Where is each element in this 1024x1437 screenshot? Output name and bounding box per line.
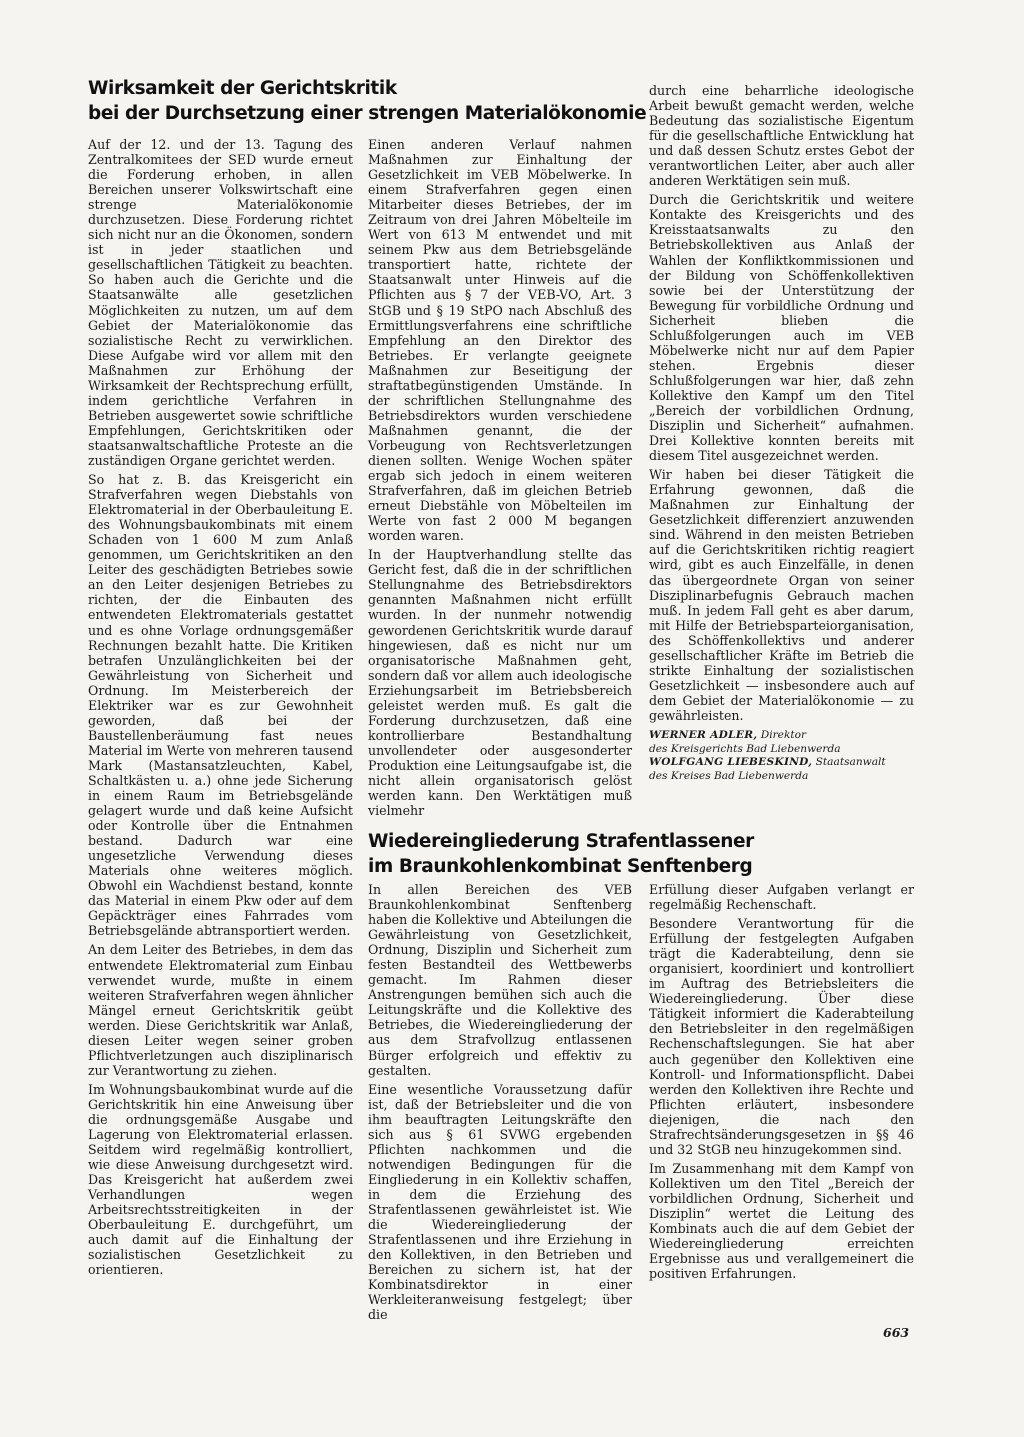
page-number: 663: [883, 1325, 910, 1340]
author-organization: des Kreises Bad Liebenwerda: [649, 769, 809, 782]
author-organization: des Kreisgerichts Bad Liebenwerda: [649, 742, 841, 755]
headline-line: Wiedereingliederung Strafentlassener: [368, 831, 754, 852]
article-2-column-1: [368, 882, 632, 1326]
author-role: Staatsanwalt: [815, 756, 886, 769]
author-signature: [649, 729, 914, 783]
signature-line: [649, 729, 914, 743]
article-2-column-2: [649, 882, 914, 1285]
author-role: Direktor: [760, 728, 807, 741]
headline-line: bei der Durchsetzung einer strengen Materialökonomie: [88, 103, 647, 124]
headline-line: im Braunkohlenkombinat Senftenberg: [368, 856, 753, 877]
headline-line: Wirksamkeit der Gerichtskritik: [88, 78, 397, 99]
paragraph: Im Zusammenhang mit dem Kampf von Kollektiven um den Titel „Bereich der vorbildlichen Ordnung, Sicherheit und Disziplin“ wertet die Leitung des Kombinats auch die auf dem Gebiet der Wiedereingliederung erreichten Ergebnisse aus und verallgemeinert die positiven Erfahrungen.: [649, 1160, 914, 1282]
author-name: WOLFGANG LIEBESKIND,: [649, 756, 813, 769]
author-name: WERNER ADLER,: [649, 728, 758, 741]
paragraph: Wir haben bei dieser Tätigkeit die Erfahrung gewonnen, daß die Maßnahmen zur Einhaltung der Gesetzlichkeit differenziert anzuwenden sind. Während in den meisten Betrieben auf die Gerichtskritiken richtig reagiert wird, gibt es auch Einzelfälle, in denen das übergeordnete Organ von seiner Disziplinarbefugnis Gebrauch machen muß. In jedem Fall geht es aber darum, mit Hilfe der Betriebsparteiorganisation, des Schöffenkollektivs und anderer gesellschaftlicher Kräfte im Betrieb die strikte Einhaltung der sozialistischen Gesetzlichkeit — insbesondere auch auf dem Gebiet der Materialökonomie — zu gewährleisten.: [649, 467, 914, 723]
article-1-column-2: [368, 137, 632, 822]
paragraph: Besondere Verantwortung für die Erfüllung der festgelegten Aufgaben trägt die Kaderabteilung, denn sie organisiert, koordiniert und kontrolliert im Auftrag des Betriebsleiters die Wiedereingliederung. Über diese Tätigkeit informiert die Kaderabteilung den Betriebsleiter in den regelmäßigen Rechenschaftslegungen. Sie hat aber auch gegenüber den Kollektiven eine Kontroll- und Informationspflicht. Dabei werden den Kollektiven ihre Rechte und Pflichten erläutert, insbesondere diejenigen, die nach den Strafrechtsänderungsgesetzen in §§ 46 und 32 StGB neu hinzugekommen sind.: [649, 916, 914, 1157]
paragraph: Durch die Gerichtskritik und weitere Kontakte des Kreisgerichts und des Kreisstaatsanwalts zu den Betriebskollektiven aus Anlaß der Wahlen der Konfliktkommissionen und der Bildung von Schöffenkollektiven sowie bei der Unterstützung der Bewegung für vorbildliche Ordnung und Sicherheit blieben die Schlußfolgerungen auch im VEB Möbelwerke nicht nur auf dem Papier stehen. Ergebnis dieser Schlußfolgerungen war hier, daß zehn Kollektive den Kampf um den Titel „Bereich der vorbildlichen Ordnung, Disziplin und Sicherheit“ aufnahmen. Drei Kollektive konnten bereits mit diesem Titel ausgezeichnet werden.: [649, 192, 914, 464]
paragraph: Erfüllung dieser Aufgaben verlangt er regelmäßig Rechenschaft.: [649, 882, 914, 913]
paragraph: Einen anderen Verlauf nahmen Maßnahmen zur Einhaltung der Gesetzlichkeit im VEB Möbelwerke. In einem Strafverfahren gegen einen Mitarbeiter dieses Betriebes, der im Zeitraum von drei Jahren Möbelteile im Wert von 613 M entwendet und mit seinem Pkw aus dem Betriebsgelände transportiert hatte, richtete der Staatsanwalt unter Hinweis auf die Pflichten aus § 7 der VEB-VO, Art. 3 StGB und § 19 StPO nach Abschluß des Ermittlungsverfahrens eine schriftliche Empfehlung an den Direktor des Betriebes. Er verlangte geeignete Maßnahmen zur Beseitigung der straftatbegünstigenden Umstände. In der schriftlichen Stellungnahme des Betriebsdirektors wurden verschiedene Maßnahmen genannt, die der Vorbeugung von Rechtsverletzungen dienen sollten. Wenige Wochen später ergab sich jedoch in einem weiteren Strafverfahren, daß im gleichen Betrieb erneut Diebstähle von Möbelteilen im Werte von fast 2 000 M begangen worden waren.: [368, 137, 632, 544]
article-1-column-3: [649, 83, 914, 783]
paragraph: An dem Leiter des Betriebes, in dem das entwendete Elektromaterial zum Einbau verwendet wurde, mußte in einem weiteren Strafverfahren wegen ähnlicher Mängel erneut Gerichtskritik geübt werden. Diese Gerichtskritik war Anlaß, diesen Leiter wegen seiner groben Pflichtverletzungen auch disziplinarisch zur Verantwortung zu ziehen.: [88, 942, 353, 1078]
article-1-column-1: [88, 137, 353, 1282]
paragraph: Eine wesentliche Voraussetzung dafür ist, daß der Betriebsleiter und die von ihm beauftragten Leitungskräfte den sich aus § 61 SVWG ergebenden Pflichten nachkommen und die notwendigen Bedingungen für die Eingliederung in ein Kollektiv schaffen, in dem die Erziehung des Strafentlassenen gewährleistet ist. Wie die Wiedereingliederung der Strafentlassenen und ihre Erziehung in den Kollektiven, in den Betrieben und Bereichen zu sichern ist, hat der Kombinatsdirektor in einer Werkleiteranweisung festgelegt; über die: [368, 1081, 632, 1323]
article-2-headline: [368, 829, 913, 879]
paragraph: Im Wohnungsbaukombinat wurde auf die Gerichtskritik hin eine Anweisung über die ordnungsgemäße Ausgabe und Lagerung von Elektromaterial erlassen. Seitdem wird regelmäßig kontrolliert, wie diese Anweisung durchgesetzt wird. Das Kreisgericht hat außerdem zwei Verhandlungen wegen Arbeitsrechtsstreitigkeiten in der Oberbauleitung E. durchgeführt, um auch damit auf die Einhaltung der sozialistischen Gesetzlichkeit zu orientieren.: [88, 1081, 353, 1278]
paragraph: In der Hauptverhandlung stellte das Gericht fest, daß die in der schriftlichen Stellungnahme des Betriebsdirektors genannten Maßnahmen nicht erfüllt wurden. In der nunmehr notwendig gewordenen Gerichtskritik wurde darauf hingewiesen, daß es nicht nur um organisatorische Maßnahmen geht, sondern daß vor allem auch ideologische Erziehungsarbeit im Betriebsbereich geleistet werden muß. Es galt die Forderung durchzusetzen, daß eine kontrollierbare Bestandhaltung unvollendeter oder ausgesonderter Produktion eine Leitungsaufgabe ist, die nicht allein organisatorisch gelöst werden kann. Den Werktätigen muß vielmehr: [368, 547, 632, 819]
paragraph: Auf der 12. und der 13. Tagung des Zentralkomitees der SED wurde erneut die Forderung erhoben, in allen Bereichen unserer Volkswirtschaft eine strenge Materialökonomie durchzusetzen. Diese Forderung richtet sich nicht nur an die Ökonomen, sondern ist in jeder staatlichen und gesellschaftlichen Tätigkeit zu beachten. So haben auch die Gerichte und die Staatsanwälte alle gesetzlichen Möglichkeiten zu nutzen, um auf dem Gebiet der Materialökonomie das sozialistische Recht zu verwirklichen. Diese Aufgabe wird vor allem mit den Maßnahmen zur Erhöhung der Wirksamkeit der Rechtsprechung erfüllt, indem gerichtliche Verfahren in Betrieben ausgewertet sowie schriftliche Empfehlungen, Gerichtskritiken oder staatsanwaltschaftliche Proteste an die zuständigen Organe gerichtet werden.: [88, 137, 353, 468]
paragraph: durch eine beharrliche ideologische Arbeit bewußt gemacht werden, welche Bedeutung das sozialistische Eigentum für die gesellschaftliche Entwicklung hat und daß dessen Schutz erstes Gebot der verantwortlichen Leiter, aber auch aller anderen Werktätigen sein muß.: [649, 83, 914, 189]
article-1-headline: [88, 76, 647, 126]
paragraph: So hat z. B. das Kreisgericht ein Strafverfahren wegen Diebstahls von Elektromaterial in der Oberbauleitung E. des Wohnungsbaukombinats mit einem Schaden von 1 600 M zum Anlaß genommen, um Gerichtskritiken an den Leiter des geschädigten Betriebes sowie an den Leiter desjenigen Betriebes zu richten, der die Einbauten des entwendeten Elektromaterials gestattet und es ohne Vorlage ordnungsgemäßer Rechnungen bezahlt hatte. Die Kritiken betrafen Unzulänglichkeiten bei der Gewährleistung von Sicherheit und Ordnung. Im Meisterbereich der Elektriker war es zur Gewohnheit geworden, daß bei der Baustellenberäumung fast neues Material im Werte von mehreren tausend Mark (Mastansatzleuchten, Kabel, Schaltkästen u. a.) ohne jede Sicherung in einem Raum im Betriebsgelände gelagert wurde und daß keine Aufsicht oder Kontrolle über die Entnahmen bestand. Dadurch war eine ungesetzliche Verwendung dieses Materials ohne weiteres möglich. Obwohl ein Wachdienst bestand, konnte das Material in einem Pkw oder auf dem Gepäckträger eines Fahrrades vom Betriebsgelände abtransportiert werden.: [88, 472, 353, 939]
paragraph: In allen Bereichen des VEB Braunkohlenkombinat Senftenberg haben die Kollektive und Abteilungen die Gewährleistung von Gesetzlichkeit, Ordnung, Disziplin und Sicherheit zum festen Bestandteil des Wettbewerbs gemacht. Im Rahmen dieser Anstrengungen bemühen sich auch die Leitungskräfte und die Kollektive des Betriebes, die Wiedereingliederung der aus dem Strafvollzug entlassenen Bürger erfolgreich und effektiv zu gestalten.: [368, 882, 632, 1078]
signature-line: [649, 756, 914, 770]
